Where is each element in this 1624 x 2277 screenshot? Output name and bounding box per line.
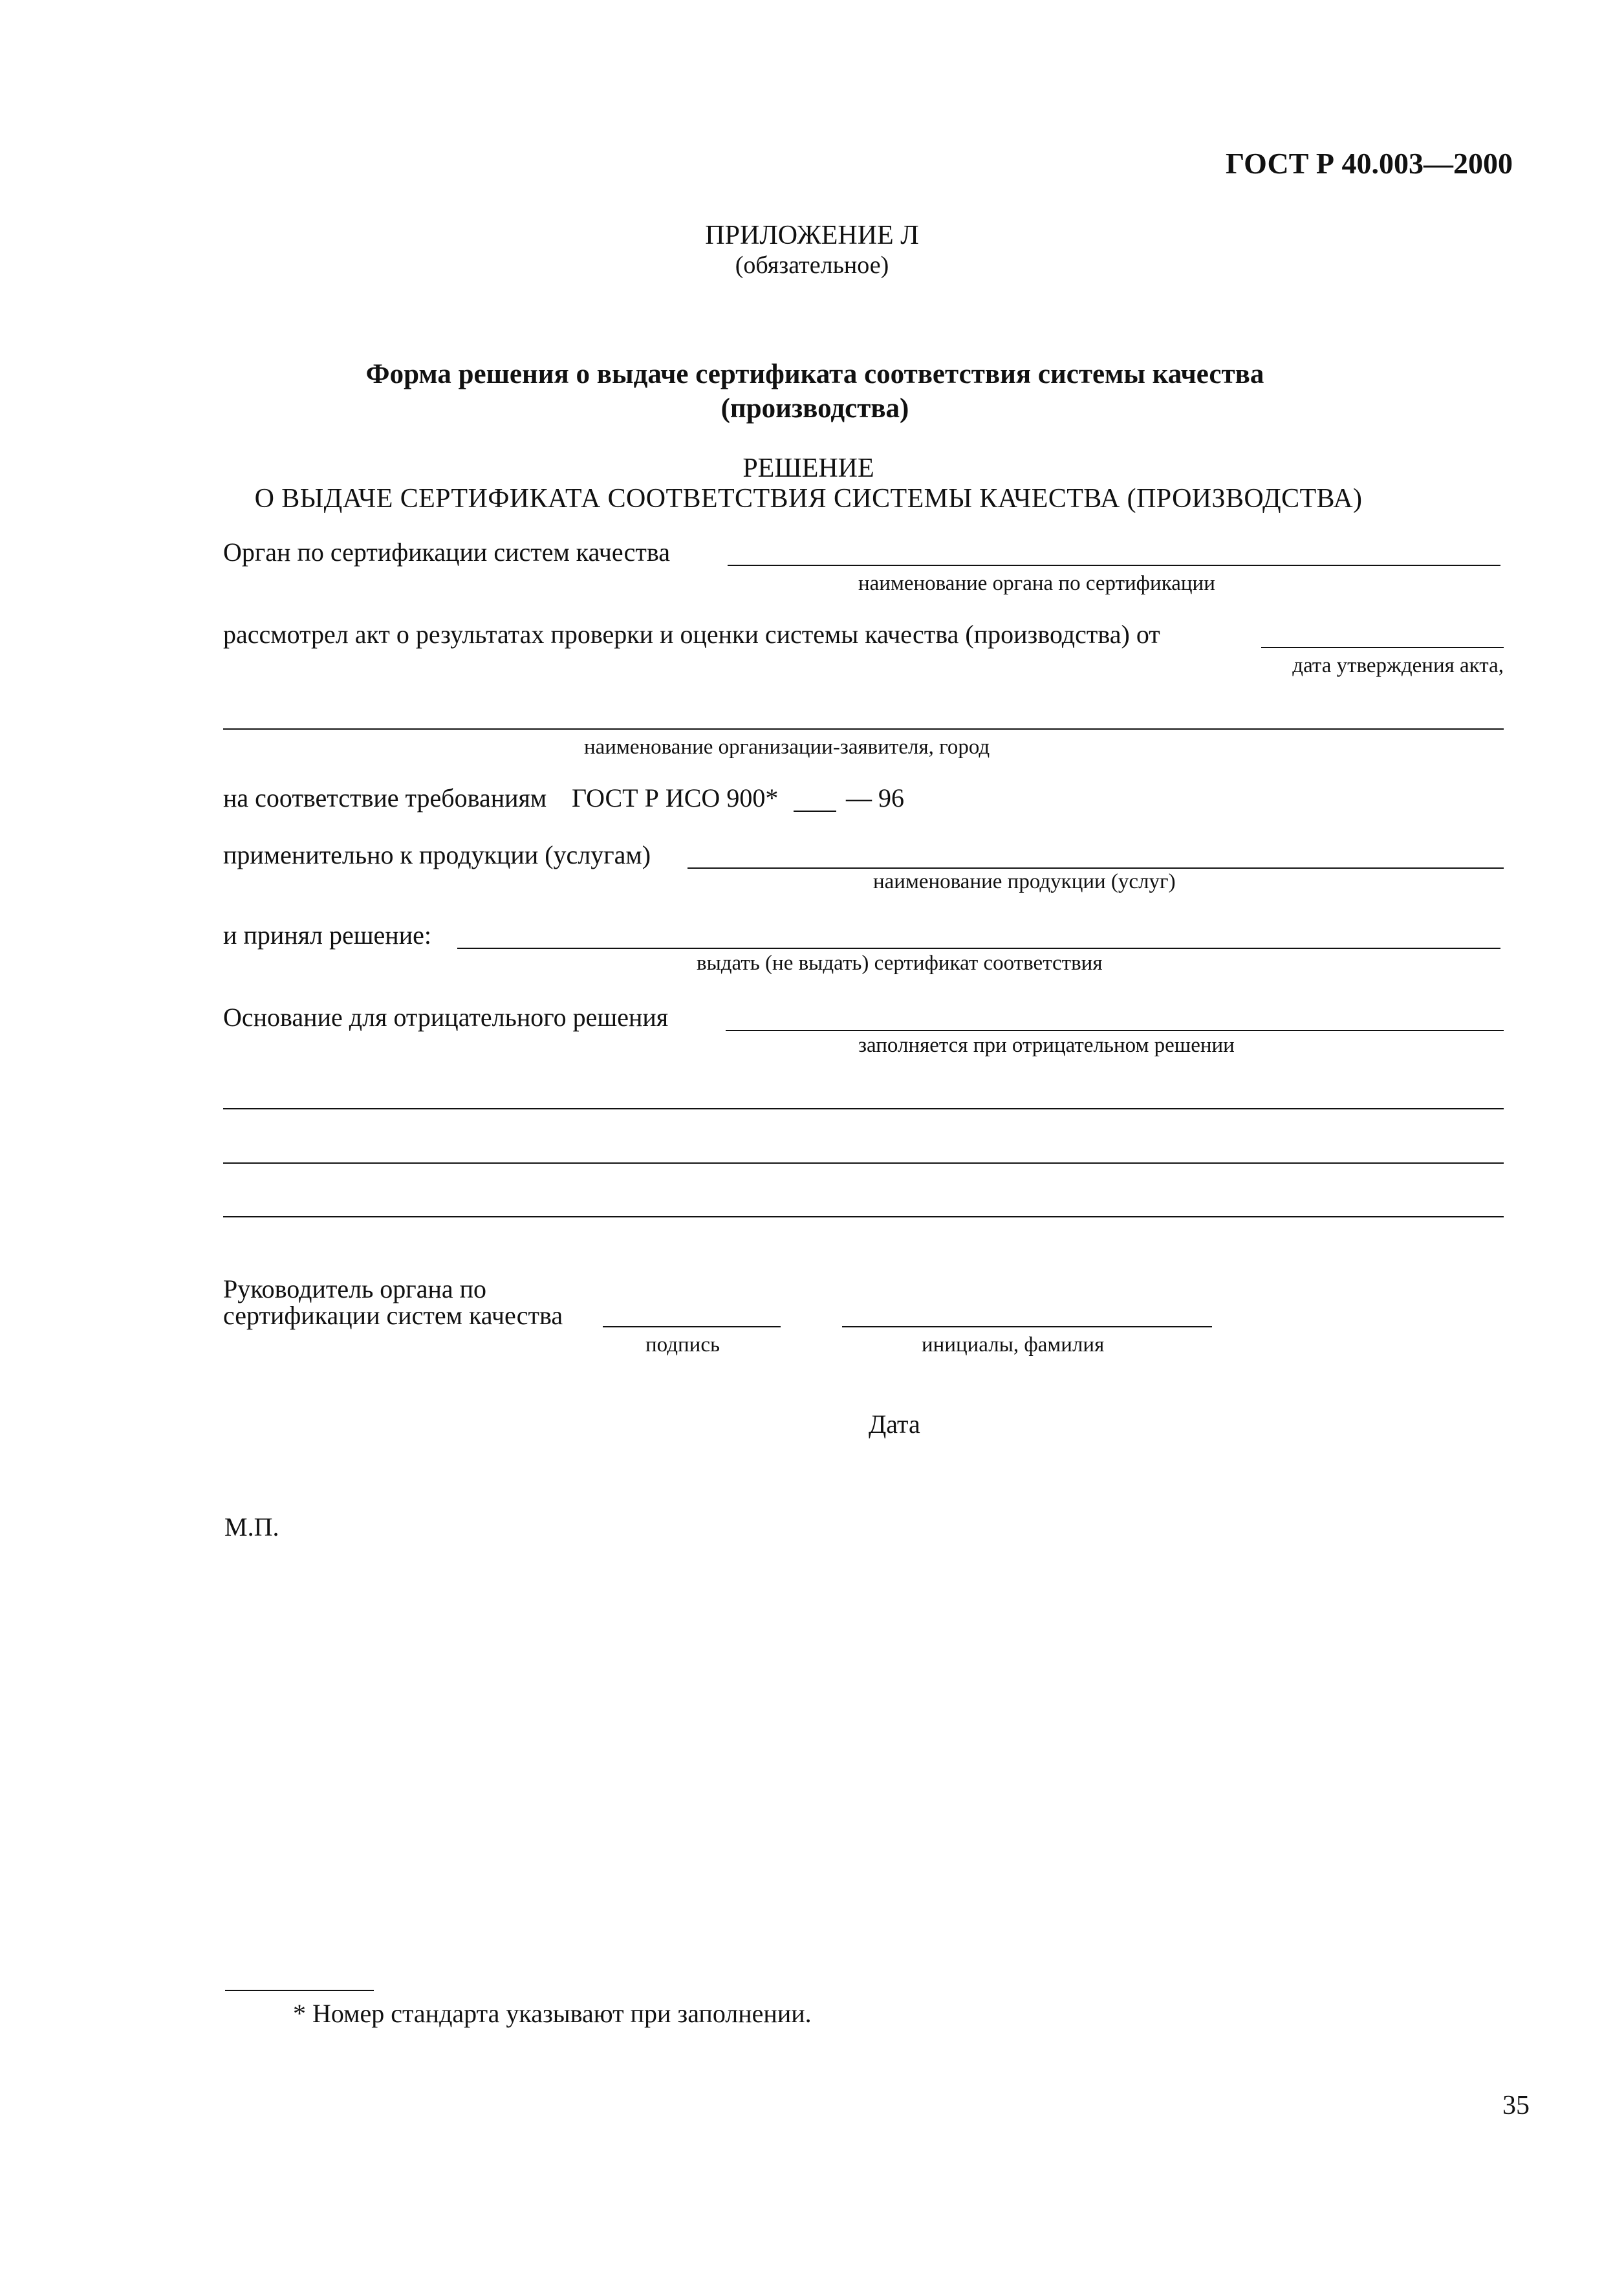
negative-reason-label: Основание для отрицательного решения <box>223 1003 669 1032</box>
form-title-line-2: (производства) <box>720 393 909 424</box>
page-number: 35 <box>1502 2091 1530 2120</box>
decision-input-line[interactable] <box>457 948 1500 949</box>
decision-caption: выдать (не выдать) сертификат соответствия <box>697 952 1103 975</box>
decision-title: РЕШЕНИЕ <box>742 453 874 483</box>
signatory-label-line-2: сертификации систем качества <box>223 1301 563 1330</box>
document-number: ГОСТ Р 40.003—2000 <box>1226 147 1513 180</box>
form-title-line-1: Форма решения о выдаче сертификата соответствия системы качества <box>365 359 1264 389</box>
standard-year: — 96 <box>846 783 904 812</box>
stamp-label: М.П. <box>224 1512 279 1542</box>
signature-caption: подпись <box>645 1333 720 1356</box>
negative-reason-line-4[interactable] <box>223 1216 1504 1217</box>
name-caption: инициалы, фамилия <box>922 1333 1105 1356</box>
organ-input-line[interactable] <box>728 565 1500 566</box>
act-caption: дата утверждения акта, <box>1292 654 1504 677</box>
appendix-subtitle: (обязательное) <box>735 252 889 279</box>
signatory-label-line-1: Руководитель органа по <box>223 1274 487 1303</box>
name-input-line[interactable] <box>842 1326 1212 1327</box>
organ-label: Орган по сертификации систем качества <box>223 538 670 567</box>
applicant-caption: наименование организации-заявителя, город <box>584 735 990 759</box>
signature-input-line[interactable] <box>603 1326 781 1327</box>
product-label: применительно к продукции (услугам) <box>223 840 651 869</box>
standard-number-input-line[interactable] <box>794 811 836 812</box>
product-input-line[interactable] <box>687 867 1504 869</box>
applicant-input-line[interactable] <box>223 728 1504 730</box>
decision-subtitle: О ВЫДАЧЕ СЕРТИФИКАТА СООТВЕТСТВИЯ СИСТЕМЫ КАЧЕСТВА (ПРОИЗВОДСТВА) <box>254 484 1363 514</box>
act-date-input-line[interactable] <box>1261 647 1504 648</box>
standard-reference: ГОСТ Р ИСО 900* <box>572 783 779 812</box>
footnote-rule <box>225 1990 374 1991</box>
organ-caption: наименование органа по сертификации <box>858 572 1215 595</box>
footnote-text: * Номер стандарта указывают при заполнении. <box>293 1999 812 2028</box>
negative-reason-line-3[interactable] <box>223 1162 1504 1164</box>
decision-label: и принял решение: <box>223 921 431 950</box>
negative-reason-input-line[interactable] <box>726 1030 1504 1031</box>
negative-reason-caption: заполняется при отрицательном решении <box>858 1034 1235 1057</box>
appendix-title: ПРИЛОЖЕНИЕ Л <box>705 221 919 250</box>
act-label: рассмотрел акт о результатах проверки и оценки системы качества (производства) от <box>223 620 1160 649</box>
negative-reason-line-2[interactable] <box>223 1108 1504 1109</box>
standard-label: на соответствие требованиям <box>223 783 547 812</box>
product-caption: наименование продукции (услуг) <box>873 870 1176 893</box>
date-label: Дата <box>869 1410 920 1439</box>
